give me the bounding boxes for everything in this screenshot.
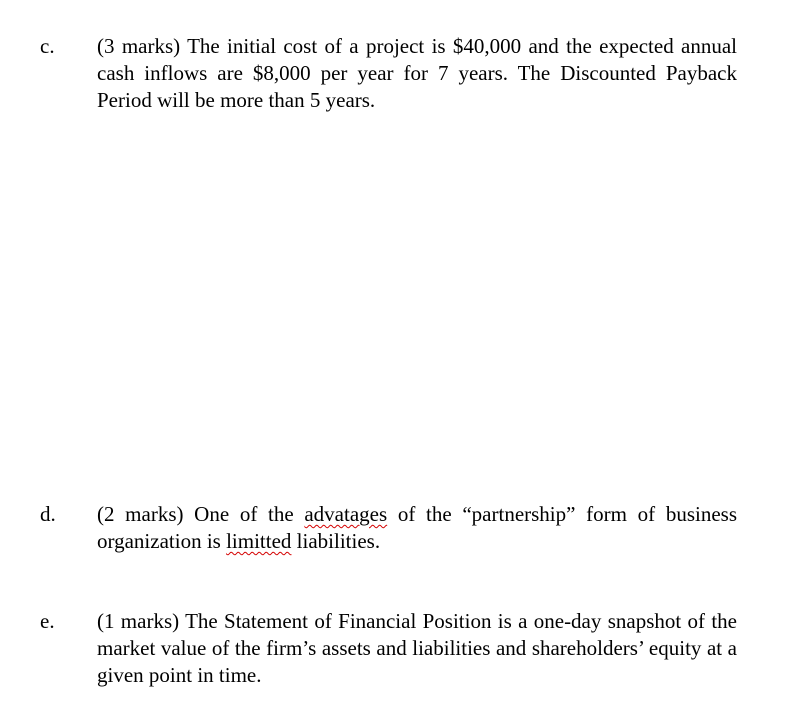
question-d-text: [97, 501, 737, 555]
question-c-text: (3 marks) The initial cost of a project is $40,000 and the expected annual cash inflows are $8,000 per year for 7 years. The Discounted Payback Period will be more than 5 years.: [97, 34, 737, 112]
question-d-text-after: liabilities.: [291, 529, 381, 553]
misspelled-word-advatages: advatages: [304, 502, 388, 526]
misspelled-word-limitted: limitted: [226, 529, 292, 553]
question-e-text: (1 marks) The Statement of Financial Position is a one-day snapshot of the market value of the firm’s assets and liabilities and shareholders’ equity at a given point in time.: [97, 609, 737, 687]
question-c-letter: c.: [40, 34, 55, 58]
question-d-text-before: (2 marks) One of the: [97, 502, 305, 526]
question-d-text-middle: of the “partnership” form of business organization is: [97, 502, 737, 553]
question-e-letter: e.: [40, 609, 55, 633]
question-d-letter: d.: [40, 502, 56, 526]
